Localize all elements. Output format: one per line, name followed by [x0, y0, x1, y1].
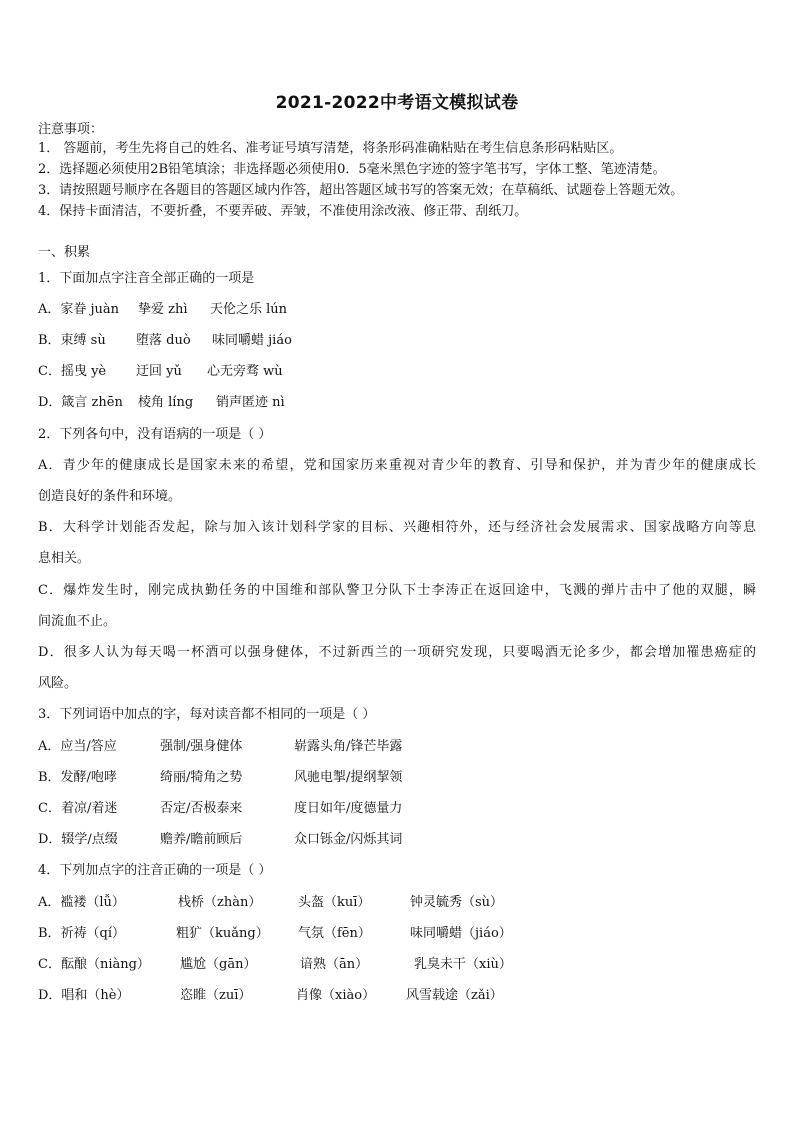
question-4-option-c	[38, 957, 512, 973]
question-4-stem: 4．下列加点字的注音正确的一项是（ ）	[38, 863, 272, 878]
notice-item-1: 1． 答题前，考生先将自己的姓名、准考证号填写清楚，将条形码准确粘贴在考生信息条形码粘贴区。	[38, 141, 623, 156]
notice-item-3: 3．请按照题号顺序在各题目的答题区域内作答，超出答题区域书写的答案无效；在草稿纸、试题卷上答题无效。	[38, 183, 684, 198]
option-part: 度日如年/度德量力	[294, 801, 403, 816]
option-part: 棱角 líng	[138, 395, 194, 410]
option-part: B．祈祷（qí）	[38, 926, 126, 941]
option-part: 否定/否极泰来	[160, 801, 243, 816]
notice-heading: 注意事项：	[38, 122, 104, 137]
question-4-option-a	[38, 895, 503, 911]
option-part: 气氛（fēn）	[298, 926, 371, 941]
option-part: 绮丽/犄角之势	[160, 770, 243, 785]
option-part: A．家眷 juàn	[38, 302, 120, 317]
notice-item-2: 2．选择题必须使用2B铅笔填涂；非选择题必须使用0．5毫米黑色字迹的签字笔书写，字体工整、笔迹清楚。	[38, 162, 666, 177]
question-2-option-b-line2: 息相关。	[38, 551, 91, 566]
option-part: 头盔（kuī）	[298, 895, 371, 910]
question-1-option-c	[38, 364, 283, 380]
option-part: 味同嚼蜡（jiáo）	[410, 926, 512, 941]
question-3-stem: 3．下列词语中加点的字，每对读音都不相同的一项是（ ）	[38, 707, 376, 722]
option-part: 挚爱 zhì	[138, 302, 188, 317]
option-part: 肖像（xiào）	[296, 988, 376, 1003]
option-part: D．箴言 zhēn	[38, 395, 123, 410]
question-1-option-a	[38, 302, 287, 318]
option-part: A．褴褛（lǚ）	[38, 895, 125, 910]
question-2-option-d-line1: D．很多人认为每天喝一杯酒可以强身健体，不过新西兰的一项研究发现，只要喝酒无论多少，都会增加罹患癌症的	[38, 645, 756, 660]
option-part: C．酝酿（niàng）	[38, 957, 150, 972]
option-part: 谙熟（ān）	[300, 957, 369, 972]
option-part: 恣睢（zuī）	[180, 988, 252, 1003]
option-part: C．摇曳 yè	[38, 364, 107, 379]
question-2-option-a-line2: 创造良好的条件和环境。	[38, 489, 182, 504]
question-3-option-c	[38, 801, 402, 817]
question-1-stem: 1．下面加点字注音全部正确的一项是	[38, 271, 255, 286]
option-part: 赡养/瞻前顾后	[160, 832, 243, 847]
option-part: 风驰电掣/提纲挈领	[294, 770, 403, 785]
option-part: B．束缚 sù	[38, 333, 106, 348]
question-1-option-b	[38, 333, 292, 349]
question-2-option-c-line2: 间流血不止。	[38, 614, 117, 629]
option-part: 强制/强身健体	[160, 739, 243, 754]
option-part: 钟灵毓秀（sù）	[410, 895, 504, 910]
question-2-option-c-line1: C．爆炸发生时，刚完成执勤任务的中国维和部队警卫分队下士李涛正在返回途中，飞溅的弹片击中了他的双腿，瞬	[38, 583, 756, 598]
page-title: 2021-2022中考语文模拟试卷	[275, 93, 519, 113]
option-part: B．发酵/咆哮	[38, 770, 117, 785]
question-4-option-d	[38, 988, 503, 1004]
option-part: 堕落 duò	[136, 333, 191, 348]
question-2-stem: 2．下列各句中，没有语病的一项是（ ）	[38, 427, 272, 442]
option-part: 风雪载途（zǎi）	[406, 988, 503, 1003]
question-2-option-d-line2: 风险。	[38, 676, 78, 691]
option-part: 栈桥（zhàn）	[178, 895, 262, 910]
question-1-option-d	[38, 395, 285, 411]
option-part: 粗犷（kuǎng）	[176, 926, 269, 941]
option-part: 乳臭未干（xiù）	[414, 957, 512, 972]
question-2-option-b-line1: B．大科学计划能否发起，除与加入该计划科学家的目标、兴趣相符外，还与经济社会发展需求、国家战略方向等息	[38, 520, 756, 535]
option-part: 崭露头角/锋芒毕露	[294, 739, 403, 754]
option-part: 迂回 yǔ	[136, 364, 182, 379]
option-part: 天伦之乐 lún	[210, 302, 288, 317]
question-3-option-a	[38, 739, 402, 755]
option-part: 销声匿迹 nì	[216, 395, 285, 410]
option-part: A．应当/答应	[38, 739, 117, 754]
question-2-option-a-line1: A．青少年的健康成长是国家未来的希望，党和国家历来重视对青少年的教育、引导和保护，并为青少年的健康成长	[38, 458, 756, 473]
option-part: 心无旁骛 wù	[207, 364, 283, 379]
notice-item-4: 4．保持卡面清洁，不要折叠，不要弄破、弄皱，不准使用涂改液、修正带、刮纸刀。	[38, 204, 528, 219]
question-3-option-d	[38, 832, 402, 848]
option-part: 尴尬（gān）	[180, 957, 257, 972]
question-3-option-b	[38, 770, 402, 786]
option-part: 味同嚼蜡 jiáo	[212, 333, 292, 348]
option-part: C．着凉/着迷	[38, 801, 118, 816]
option-part: D．唱和（hè）	[38, 988, 130, 1003]
option-part: 众口铄金/闪烁其词	[294, 832, 403, 847]
section-heading: 一、积累	[38, 245, 91, 260]
question-4-option-b	[38, 926, 512, 942]
option-part: D．辍学/点缀	[38, 832, 118, 847]
